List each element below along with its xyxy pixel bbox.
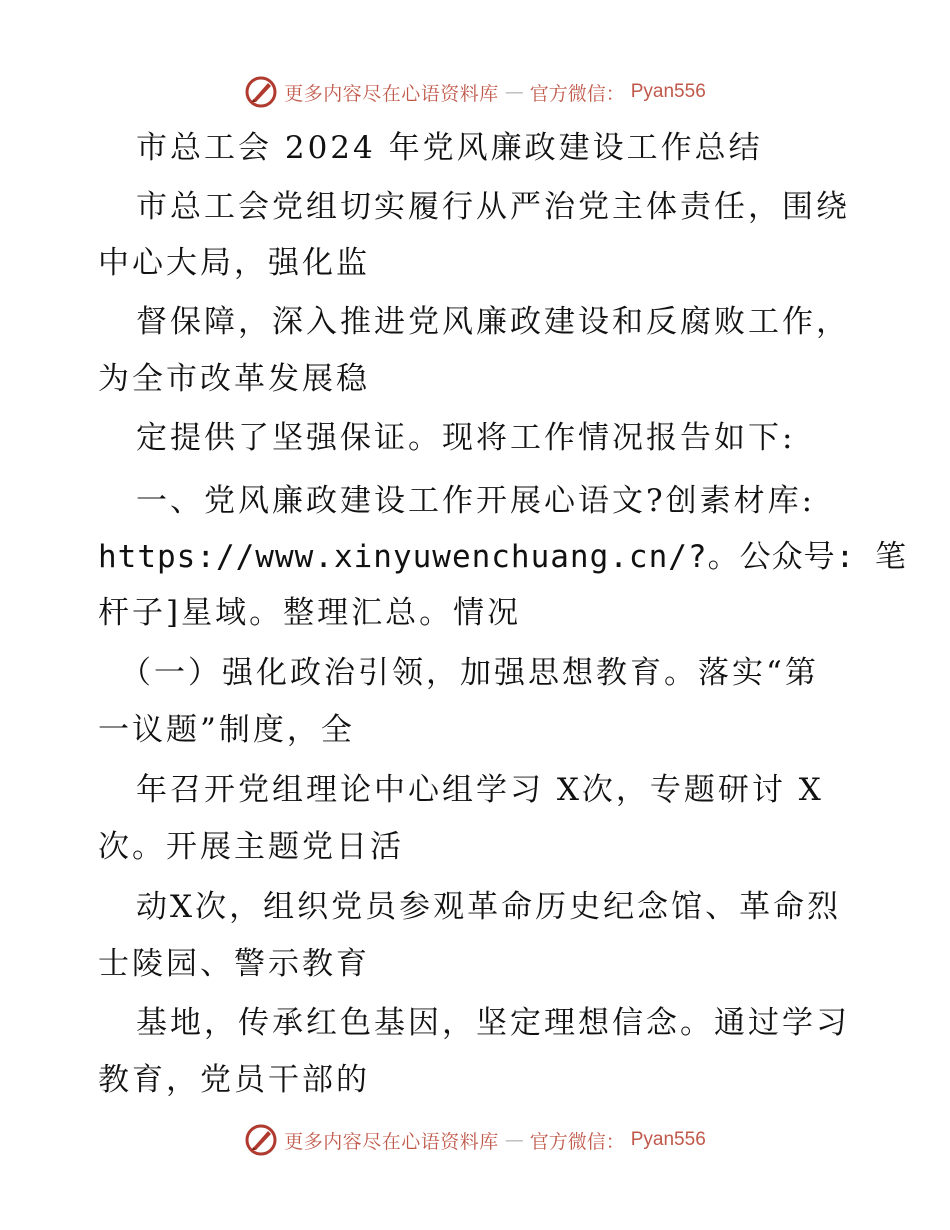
footer-watermark <box>0 1120 950 1160</box>
watermark-sub: 官方微信： <box>529 1130 625 1153</box>
header-watermark <box>0 72 950 112</box>
watermark-id: Pyan556 <box>630 81 706 102</box>
paragraph-line: https://www.xinyuwenchuang.cn/?。公众号: 笔 <box>98 539 907 575</box>
section-heading: 一、党风廉政建设工作开展心语文?创素材库: <box>136 483 816 519</box>
subsection-heading: （一）强化政治引领，加强思想教育。落实“第 <box>120 655 819 691</box>
paragraph-line: 动X次，组织党员参观革命历史纪念馆、革命烈 <box>136 889 842 925</box>
watermark-id: Pyan556 <box>630 1129 706 1150</box>
paragraph-line: 一议题”制度，全 <box>98 712 355 748</box>
paragraph-line: 定提供了坚强保证。现将工作情况报告如下: <box>136 420 796 456</box>
watermark-dash: — <box>504 81 524 103</box>
paragraph-line: 次。开展主题党日活 <box>98 829 404 865</box>
paragraph-line: 士陵园、警示教育 <box>98 946 370 982</box>
quill-logo-icon <box>244 75 278 109</box>
paragraph-line: 督保障，深入推进党风廉政建设和反腐败工作， <box>136 304 850 340</box>
paragraph-line: 杆子]星域。整理汇总。情况 <box>98 595 522 631</box>
paragraph-line: 为全市改革发展稳 <box>98 361 370 397</box>
paragraph-line: 教育，党员干部的 <box>98 1062 370 1098</box>
paragraph-line: 中心大局，强化监 <box>98 245 370 281</box>
watermark-dash: — <box>504 1129 524 1151</box>
watermark-text: 更多内容尽在心语资料库 <box>284 1130 499 1153</box>
paragraph-line: 年召开党组理论中心组学习 X次，专题研讨 X <box>136 772 824 808</box>
document-title: 市总工会 2024 年党风廉政建设工作总结 <box>136 130 763 166</box>
quill-logo-icon <box>244 1123 278 1157</box>
paragraph-line: 基地，传承红色基因，坚定理想信念。通过学习 <box>136 1005 850 1041</box>
watermark-text: 更多内容尽在心语资料库 <box>284 82 499 105</box>
watermark-sub: 官方微信： <box>529 82 625 105</box>
paragraph-line: 市总工会党组切实履行从严治党主体责任，围绕 <box>136 189 850 225</box>
